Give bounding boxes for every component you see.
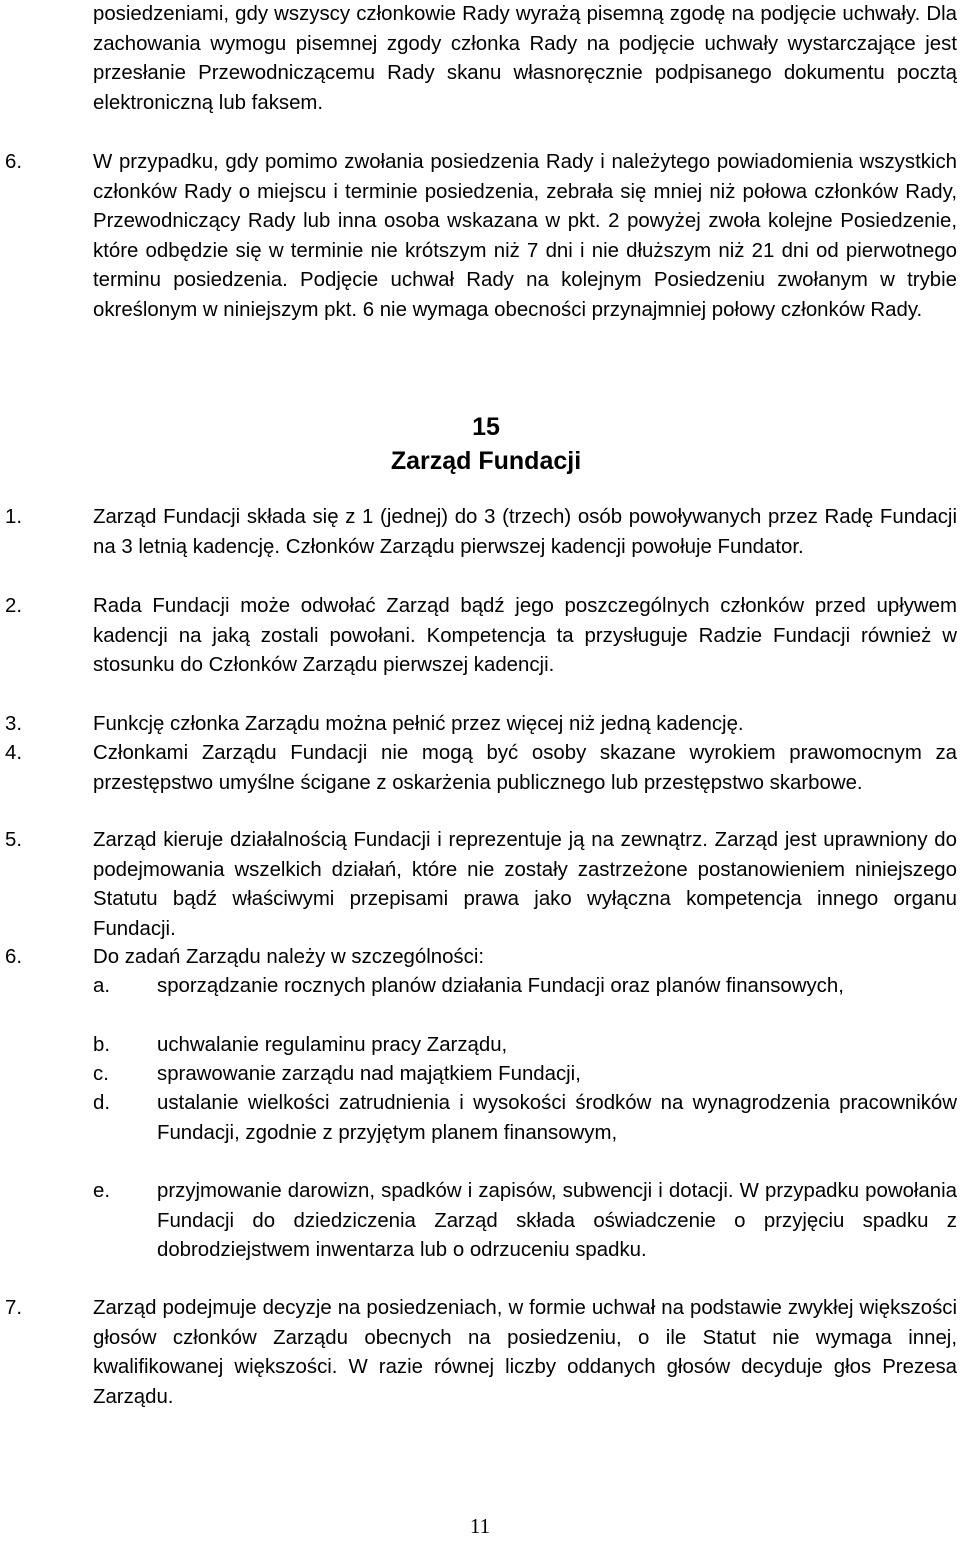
item-text: Funkcję członka Zarządu można pełnić przez więcej niż jedną kadencję. — [93, 713, 744, 735]
sub-item-text: uchwalanie regulaminu pracy Zarządu, — [157, 1034, 508, 1056]
sub-item-letter: a. — [93, 975, 111, 997]
prev-item-number: 6. — [5, 151, 23, 173]
item-number: 7. — [5, 1297, 23, 1319]
item-number: 1. — [5, 506, 23, 528]
sub-item-letter: d. — [93, 1092, 111, 1114]
sub-item-letter: b. — [93, 1034, 111, 1056]
item-text: Rada Fundacji może odwołać Zarząd bądź jego poszczególnych członków przed upływem kadencji na jaką zostali powołani. Kompetencja ta przysługuje Radzie Fundacji również w stosunku do Członków Zarządu pierwszej kadencji. — [93, 595, 957, 677]
sub-item-text: ustalanie wielkości zatrudnienia i wysokości środków na wynagrodzenia pracowników Fundacji, zgodnie z przyjętym planem finansowym, — [157, 1092, 957, 1144]
sub-item-letter: c. — [93, 1063, 109, 1085]
item-number: 5. — [5, 829, 23, 851]
item-text: Zarząd Fundacji składa się z 1 (jednej) do 3 (trzech) osób powoływanych przez Radę Fundacji na 3 letnią kadencję. Członków Zarządu pierwszej kadencji powołuje Fundator. — [93, 506, 957, 558]
sub-item-text: sprawowanie zarządu nad majątkiem Fundacji, — [157, 1063, 581, 1085]
page-number: 11 — [469, 1514, 491, 1538]
item-number: 3. — [5, 713, 23, 735]
prev-item-text: W przypadku, gdy pomimo zwołania posiedzenia Rady i należytego powiadomienia wszystkich członków Rady o miejscu i terminie posiedzenia, zebrała się mniej niż połowa członków Rady, Przewodniczący Rady lub inna osoba wskazana w pkt. 2 powyżej zwoła kolejne Posiedzenie, które odbędzie się w terminie nie krótszym niż 7 dni i nie dłuższym niż 21 dni od pierwotnego terminu posiedzenia. Podjęcie uchwał Rady na kolejnym Posiedzeniu zwołanym w trybie określonym w niniejszym pkt. 6 nie wymaga obecności przynajmniej połowy członków Rady. — [93, 151, 957, 321]
section-heading — [93, 410, 879, 478]
sub-item-text: przyjmowanie darowizn, spadków i zapisów, subwencji i dotacji. W przypadku powołania Fundacji do dziedziczenia Zarząd składa oświadczenie o przyjęciu spadku z dobrodziejstwem inwentarza lub o odrzuceniu spadku. — [157, 1180, 957, 1262]
item-text: Członkami Zarządu Fundacji nie mogą być osoby skazane wyrokiem prawomocnym za przestępstwo umyślne ścigane z oskarżenia publicznego lub przestępstwo skarbowe. — [93, 742, 957, 794]
sub-item-letter: e. — [93, 1180, 111, 1202]
sub-item-text: sporządzanie rocznych planów działania Fundacji oraz planów finansowych, — [157, 975, 844, 997]
item-text: Do zadań Zarządu należy w szczególności: — [93, 946, 485, 968]
item-number: 2. — [5, 595, 23, 617]
section-title: Zarząd Fundacji — [390, 447, 582, 475]
item-number: 4. — [5, 742, 23, 764]
section-number: 15 — [472, 413, 500, 441]
item-number: 6. — [5, 946, 23, 968]
item-text: Zarząd podejmuje decyzje na posiedzeniach, w formie uchwał na podstawie zwykłej większości głosów członków Zarządu obecnych na posiedzeniu, o ile Statut nie wymaga innej, kwalifikowanej większości. W razie równej liczby oddanych głosów decyduje głos Prezesa Zarządu. — [93, 1297, 957, 1408]
intro-paragraph: posiedzeniami, gdy wszyscy członkowie Rady wyrażą pisemną zgodę na podjęcie uchwały. Dla zachowania wymogu pisemnej zgody członka Rady na podjęcie uchwały wystarczające jest przesłanie Przewodniczącemu Rady skanu własnoręcznie podpisanego dokumentu pocztą elektroniczną lub faksem. — [93, 3, 957, 114]
item-text: Zarząd kieruje działalnością Fundacji i reprezentuje ją na zewnątrz. Zarząd jest uprawniony do podejmowania wszelkich działań, które nie zostały zastrzeżone postanowieniem niniejszego Statutu bądź właściwymi przepisami prawa jako wyłączna kompetencja innego organu Fundacji. — [93, 829, 957, 940]
